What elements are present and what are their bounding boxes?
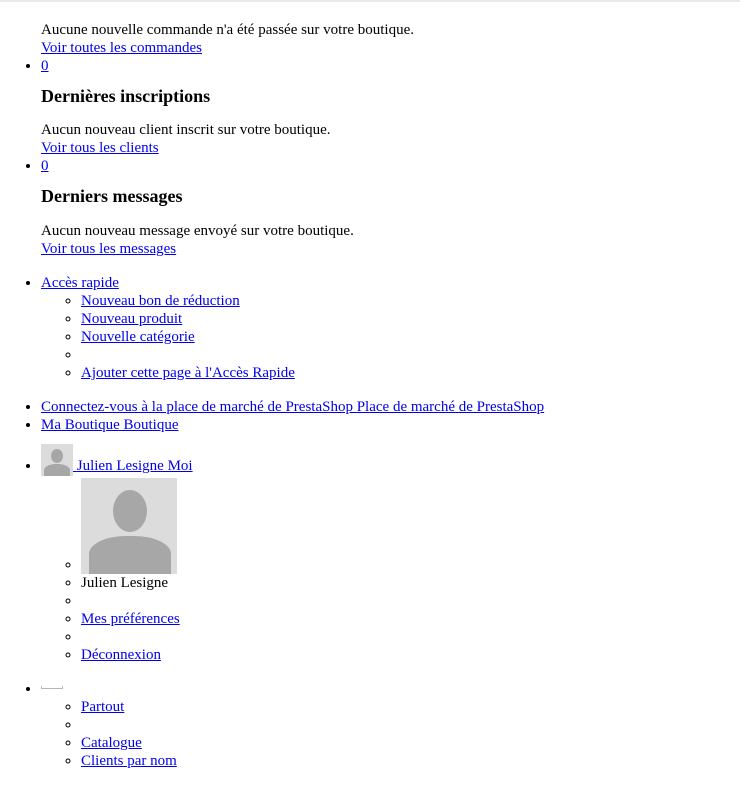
employee-avatar [81,478,177,574]
search-customers-by-name-link[interactable]: Clients par nom [81,753,177,769]
employee-divider-2 [81,628,740,646]
employee-submenu [41,478,740,664]
employee-name: ◦ Julien Lesigne [81,574,740,592]
search-type-toggle[interactable] [41,686,63,689]
logout-link[interactable]: Déconnexion [81,647,161,663]
customers-notification-panel [41,86,740,157]
top-border [0,0,740,2]
search-type-submenu [41,698,740,770]
messages-title: Derniers messages [41,186,183,206]
quick-access-menu [0,274,740,382]
employee-menu-item [41,444,740,664]
avatar [41,444,73,476]
my-preferences-link[interactable]: Mes préférences [81,611,180,627]
search-menu [0,680,740,770]
search-catalog-link[interactable]: Catalogue [81,735,142,751]
quick-access-item [41,274,740,382]
new-product-link[interactable]: Nouveau produit [81,311,183,327]
my-shop-link[interactable]: Ma Boutique Boutique [41,417,179,433]
messages-notification-item [41,157,740,258]
search-menu-item [41,680,740,770]
quick-access-submenu [41,292,740,382]
employee-menu [0,444,740,664]
view-all-customers-link[interactable]: Voir tous les clients [41,140,159,156]
customers-title: Dernières inscriptions [41,86,211,106]
orders-empty-text: Aucune nouvelle commande n'a été passée sur votre boutique. [41,22,414,38]
marketplace-link[interactable]: Connectez-vous à la place de marché de PrestaShop Place de marché de PrestaShop [41,399,545,415]
messages-notification-panel [41,186,740,258]
view-all-orders-link[interactable]: Voir toutes les commandes [41,40,202,56]
search-everywhere-link[interactable]: Partout [81,699,125,715]
shop-links-list [0,398,740,434]
customers-notification-item [41,57,740,157]
new-category-link[interactable]: Nouvelle catégorie [81,329,195,345]
view-all-messages-link[interactable]: Voir tous les messages [41,241,177,257]
messages-count-link[interactable]: 0 [41,158,49,174]
quick-access-divider [81,346,740,364]
quick-access-toggle[interactable]: Accès rapide [41,275,119,291]
search-divider [81,716,740,734]
messages-empty-text: Aucun nouveau message envoyé sur votre boutique. [41,223,354,239]
employee-divider-1 [81,592,740,610]
orders-notification-panel [41,21,414,57]
header-nav-list [0,57,740,258]
customers-count-link[interactable]: 0 [41,58,49,74]
customers-empty-text: Aucun nouveau client inscrit sur votre boutique. [41,122,331,138]
employee-menu-toggle[interactable] [41,458,193,474]
add-to-quick-access-link[interactable]: Ajouter cette page à l'Accès Rapide [81,365,295,381]
new-voucher-link[interactable]: Nouveau bon de réduction [81,293,240,309]
employee-menu-label: Julien Lesigne Moi [76,458,193,474]
